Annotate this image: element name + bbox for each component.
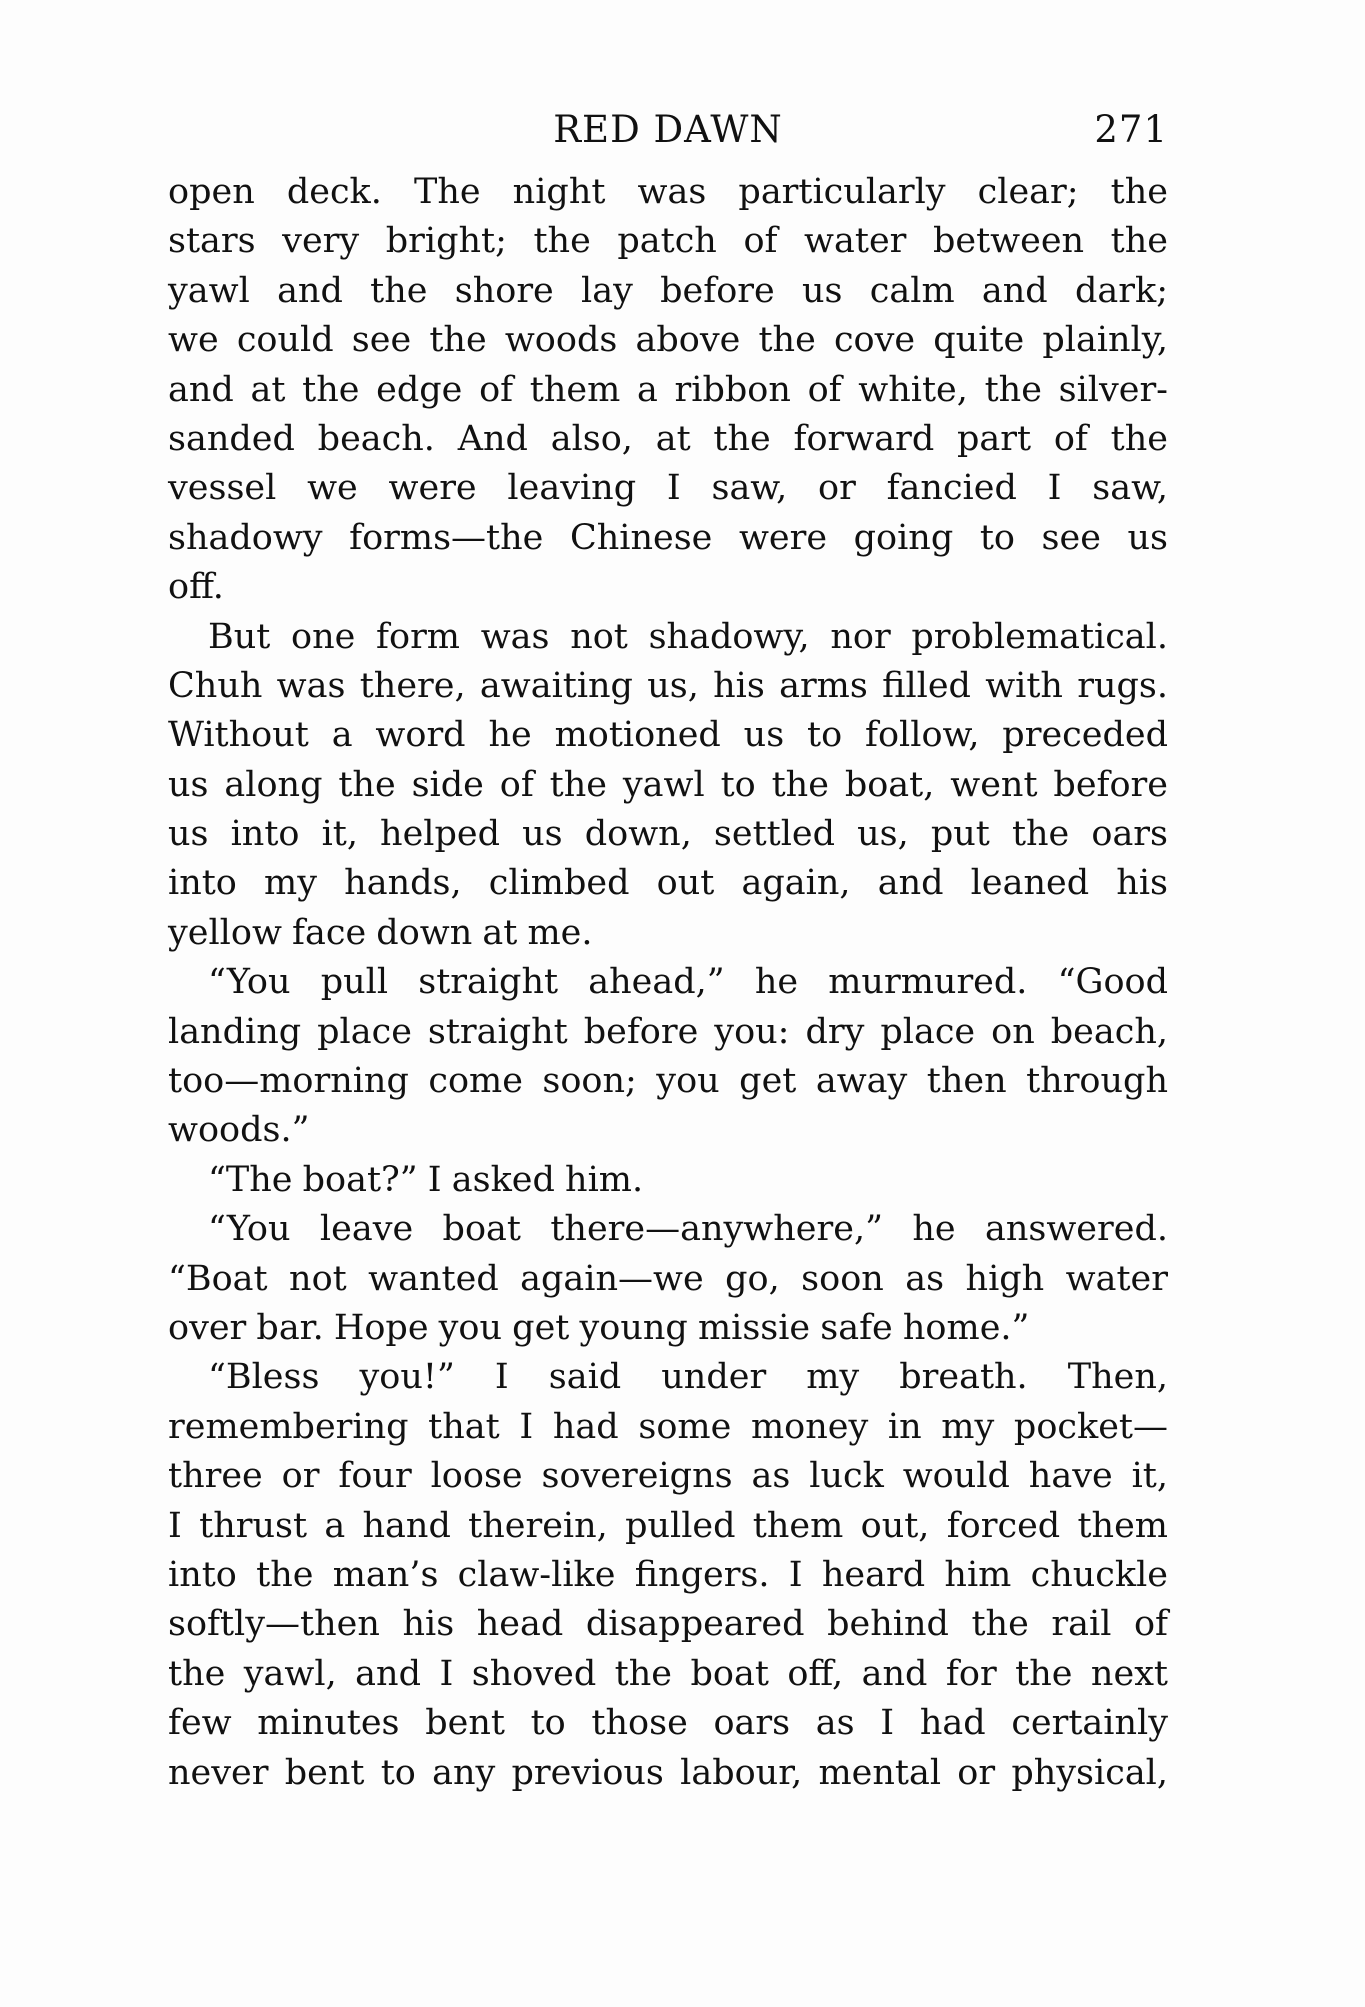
text-line: off. [168, 567, 224, 608]
body-text [168, 168, 1168, 1798]
text-line: But one form was not shadowy, nor problematical. [208, 616, 1168, 657]
text-line: three or four loose sovereigns as luck would have it, [168, 1456, 1168, 1497]
paragraph [168, 1353, 1168, 1798]
text-line: landing place straight before you: dry place on beach, [168, 1011, 1168, 1052]
text-line: too—morning come soon; you get away then through [168, 1061, 1168, 1102]
page-number: 271 [1094, 108, 1168, 151]
text-line: vessel we were leaving I saw, or fancied I saw, [168, 468, 1168, 509]
text-line: us along the side of the yawl to the boat, went before [168, 764, 1168, 805]
text-line: woods.” [168, 1110, 310, 1151]
text-line: us into it, helped us down, settled us, put the oars [168, 814, 1168, 855]
paragraph [168, 613, 1168, 959]
text-line: the yawl, and I shoved the boat off, and for the next [168, 1653, 1168, 1694]
text-line: never bent to any previous labour, mental or physical, [168, 1752, 1168, 1793]
text-line: into the man’s claw-like fingers. I heard him chuckle [168, 1554, 1168, 1595]
text-line: and at the edge of them a ribbon of white, the silver- [168, 369, 1168, 410]
text-line: “Boat not wanted again—we go, soon as high water [168, 1258, 1168, 1299]
text-line: softly—then his head disappeared behind the rail of [168, 1604, 1168, 1645]
text-line: yawl and the shore lay before us calm and dark; [168, 270, 1168, 311]
text-line: over bar. Hope you get young missie safe home.” [168, 1307, 1030, 1348]
text-line: few minutes bent to those oars as I had certainly [168, 1703, 1168, 1744]
paragraph [168, 168, 1168, 613]
text-line: yellow face down at me. [168, 912, 593, 953]
paragraph [168, 958, 1168, 1156]
paragraph [168, 1205, 1168, 1353]
running-head [168, 108, 1168, 158]
text-line: open deck. The night was particularly clear; the [168, 172, 1168, 212]
text-line: shadowy forms—the Chinese were going to see us [168, 517, 1168, 558]
text-line: into my hands, climbed out again, and leaned his [168, 863, 1168, 904]
text-line: stars very bright; the patch of water between the [168, 221, 1168, 262]
text-line: we could see the woods above the cove quite plainly, [168, 320, 1168, 361]
paragraph [168, 1156, 1168, 1205]
text-line: I thrust a hand therein, pulled them out, forced them [168, 1505, 1168, 1546]
text-line: “You leave boat there—anywhere,” he answered. [208, 1209, 1168, 1250]
text-line: “The boat?” I asked him. [208, 1159, 644, 1200]
text-line: Without a word he motioned us to follow, preceded [168, 715, 1168, 756]
text-line: Chuh was there, awaiting us, his arms filled with rugs. [168, 665, 1168, 706]
text-line: sanded beach. And also, at the forward part of the [168, 418, 1168, 459]
running-title: RED DAWN [553, 108, 783, 151]
text-line: “Bless you!” I said under my breath. Then, [208, 1357, 1168, 1398]
text-line: remembering that I had some money in my pocket— [168, 1406, 1168, 1447]
text-line: “You pull straight ahead,” he murmured. “Good [208, 962, 1168, 1003]
